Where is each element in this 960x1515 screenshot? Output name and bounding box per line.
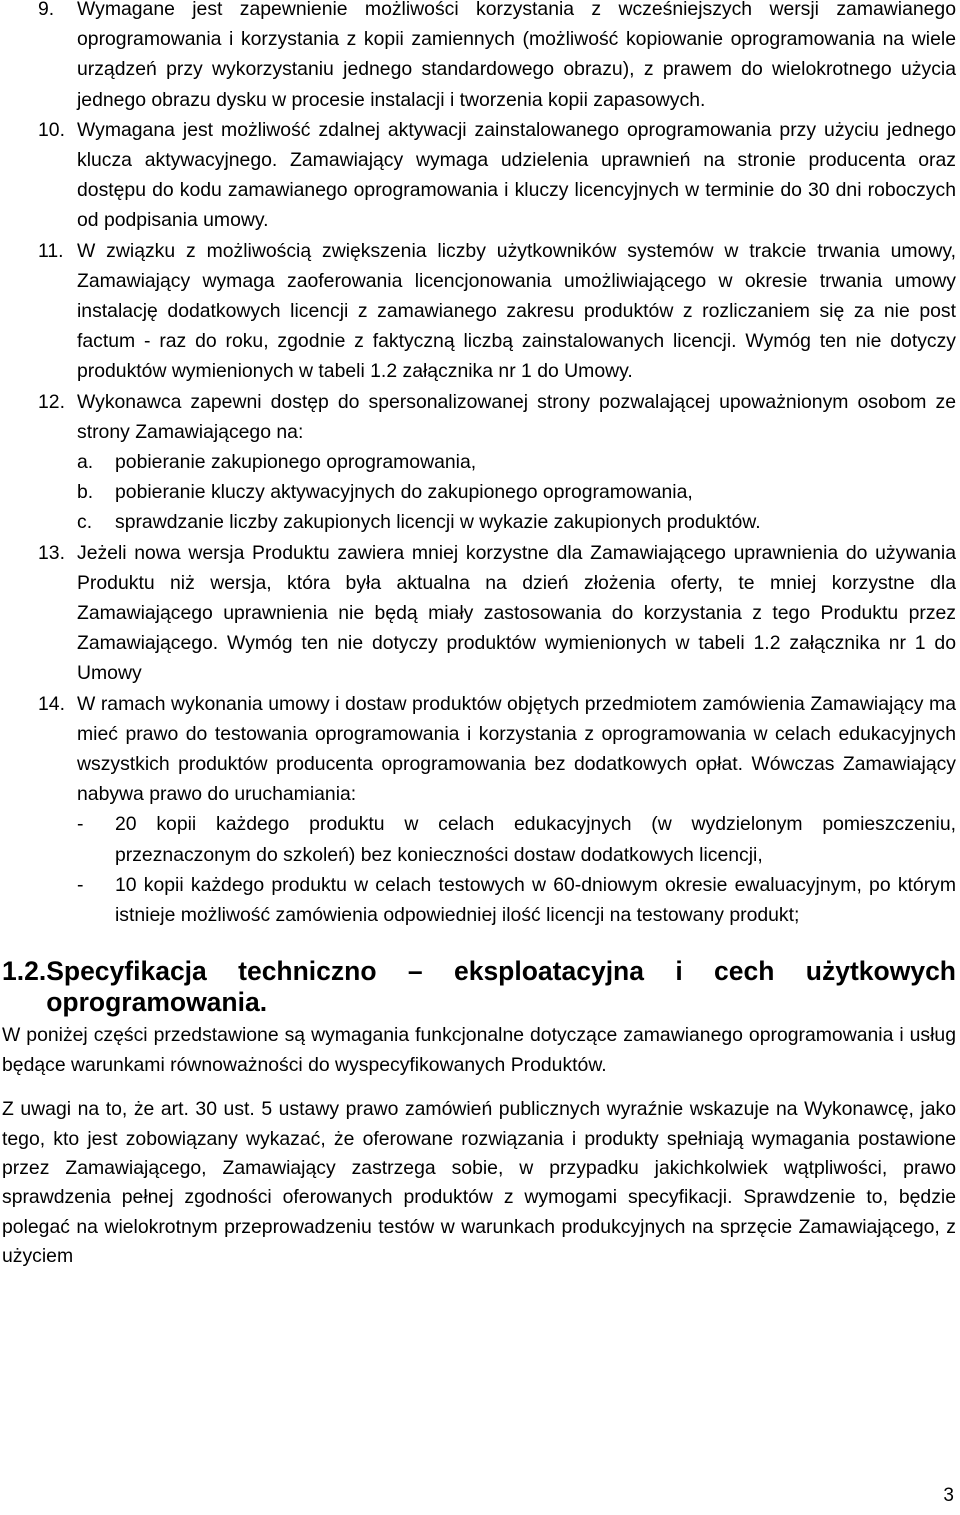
item-number: 9. — [38, 0, 55, 20]
sub-item-letter: c. — [77, 511, 93, 534]
item-number: 10. — [38, 118, 65, 141]
body-paragraph: Z uwagi na to, że art. 30 ust. 5 ustawy prawo zamówień publicznych wyraźnie wskazuje na Wykonawcę, jako tego, kto jest zobowiązany wykazać, że oferowane rozwiązania i produkty spełniają wymagania postawione przez Zamawiającego, Zamawiający zastrzega sobie, w przypadku jakichkolwiek wątpliwości, prawo sprawdzenia pełnej zgodności oferowanych produktów z wymogami specyfikacji. Sprawdzenie to, będzie polegać na wielokrotnym przeprowadzeniu testów w warunkach produkcyjnych na sprzęcie Zamawiającego, z użyciem — [2, 1098, 956, 1268]
section-title: Specyfikacja techniczno – eksploatacyjna i cech użytkowych oprogramowania. — [46, 956, 956, 1018]
sub-item-text: sprawdzanie liczby zakupionych licencji w wykazie zakupionych produktów. — [115, 511, 761, 534]
item-text: Wykonawca zapewni dostęp do spersonalizowanej strony pozwalającej upoważnionym osobom ze strony Zamawiającego na: — [77, 390, 956, 443]
list-item — [2, 538, 956, 689]
dash-list-item — [77, 870, 956, 930]
item-text: Wymagane jest zapewnienie możliwości korzystania z wcześniejszych wersji zamawianego oprogramowania i korzystania z kopii zamiennych (możliwość kopiowanie oprogramowania na wiele urządzeń przy wykorzystaniu jednego standardowego obrazu), z prawem do wielokrotnego użycia jednego obrazu dysku w procesie instalacji i tworzenia kopii zapasowych. — [77, 0, 956, 111]
item-body — [77, 387, 956, 538]
list-item — [2, 0, 956, 115]
item-text: W związku z możliwością zwiększenia liczby użytkowników systemów w trakcie trwania umowy, Zamawiający wymaga zaoferowania licencjonowania umożliwiającego w okresie trwania umowy instalację dodatkowych licencji z zamawianego zakresu produktów z rozliczaniem się za nie post factum - raz do roku, zgodnie z faktyczną liczbą zainstalowanych licencji. Wymóg ten nie dotyczy produktów wymienionych w tabeli 1.2 załącznika nr 1 do Umowy. — [77, 239, 956, 383]
list-item — [2, 115, 956, 236]
item-text: W ramach wykonania umowy i dostaw produktów objętych przedmiotem zamówienia Zamawiający ma mieć prawo do testowania oprogramowania i korzystania z oprogramowania w celach edukacyjnych wszystkich produktów producenta oprogramowania bez dodatkowych opłat. Wówczas Zamawiający nabywa prawo do uruchamiania: — [77, 692, 956, 806]
sub-item-text: pobieranie zakupionego oprogramowania, — [115, 451, 477, 474]
list-item — [2, 236, 956, 387]
item-body — [77, 689, 956, 931]
sub-list-item — [77, 507, 956, 537]
sub-list-item — [77, 477, 956, 507]
item-number: 13. — [38, 541, 65, 564]
dash-item-text: 10 kopii każdego produktu w celach testowych w 60-dniowym okresie ewaluacyjnym, po którym istnieje możliwość zamówienia odpowiedniej ilość licencji na testowany produkt; — [115, 873, 956, 927]
dash-marker: - — [77, 873, 84, 896]
list-item — [2, 689, 956, 931]
item-number: 14. — [38, 692, 65, 715]
sub-list-item — [77, 447, 956, 477]
item-text: Wymagana jest możliwość zdalnej aktywacji zainstalowanego oprogramowania przy użyciu jednego klucza aktywacyjnego. Zamawiający wymaga udzielenia uprawnień na stronie producenta oraz dostępu do kodu zamawianego oprogramowania i kluczy licencyjnych w terminie do 30 dni roboczych od podpisania umowy. — [77, 118, 956, 232]
item-number: 12. — [38, 390, 65, 413]
dash-list-item — [77, 809, 956, 869]
body-paragraph: W poniżej części przedstawione są wymagania funkcjonalne dotyczące zamawianego oprogramowania i usług będące warunkami równoważności do wyspecyfikowanych Produktów. — [2, 1024, 956, 1076]
sub-item-letter: a. — [77, 451, 94, 474]
sub-item-text: pobieranie kluczy aktywacyjnych do zakupionego oprogramowania, — [115, 481, 693, 504]
item-number: 11. — [38, 239, 64, 262]
dash-marker: - — [77, 813, 84, 836]
page-number: 3 — [943, 1485, 954, 1506]
section-number: 1.2. — [2, 956, 47, 987]
item-text: Jeżeli nowa wersja Produktu zawiera mniej korzystne dla Zamawiającego uprawnienia do używania Produktu niż wersja, która była aktualna na dzień złożenia oferty, te mniej korzystne dla Zamawiającego uprawnienia nie będą miały zastosowania do korzystania z tego Produktu przez Zamawiającego. Wymóg ten nie dotyczy produktów wymienionych w tabeli 1.2 załącznika nr 1 do Umowy — [77, 541, 956, 685]
dash-item-text: 20 kopii każdego produktu w celach edukacyjnych (w wydzielonym pomieszczeniu, przeznaczonym do szkoleń) bez konieczności dostaw dodatkowych licencji, — [115, 813, 956, 866]
numbered-requirements-list — [2, 0, 956, 930]
section-heading — [2, 956, 956, 1018]
list-item — [2, 387, 956, 538]
sub-item-letter: b. — [77, 481, 94, 504]
